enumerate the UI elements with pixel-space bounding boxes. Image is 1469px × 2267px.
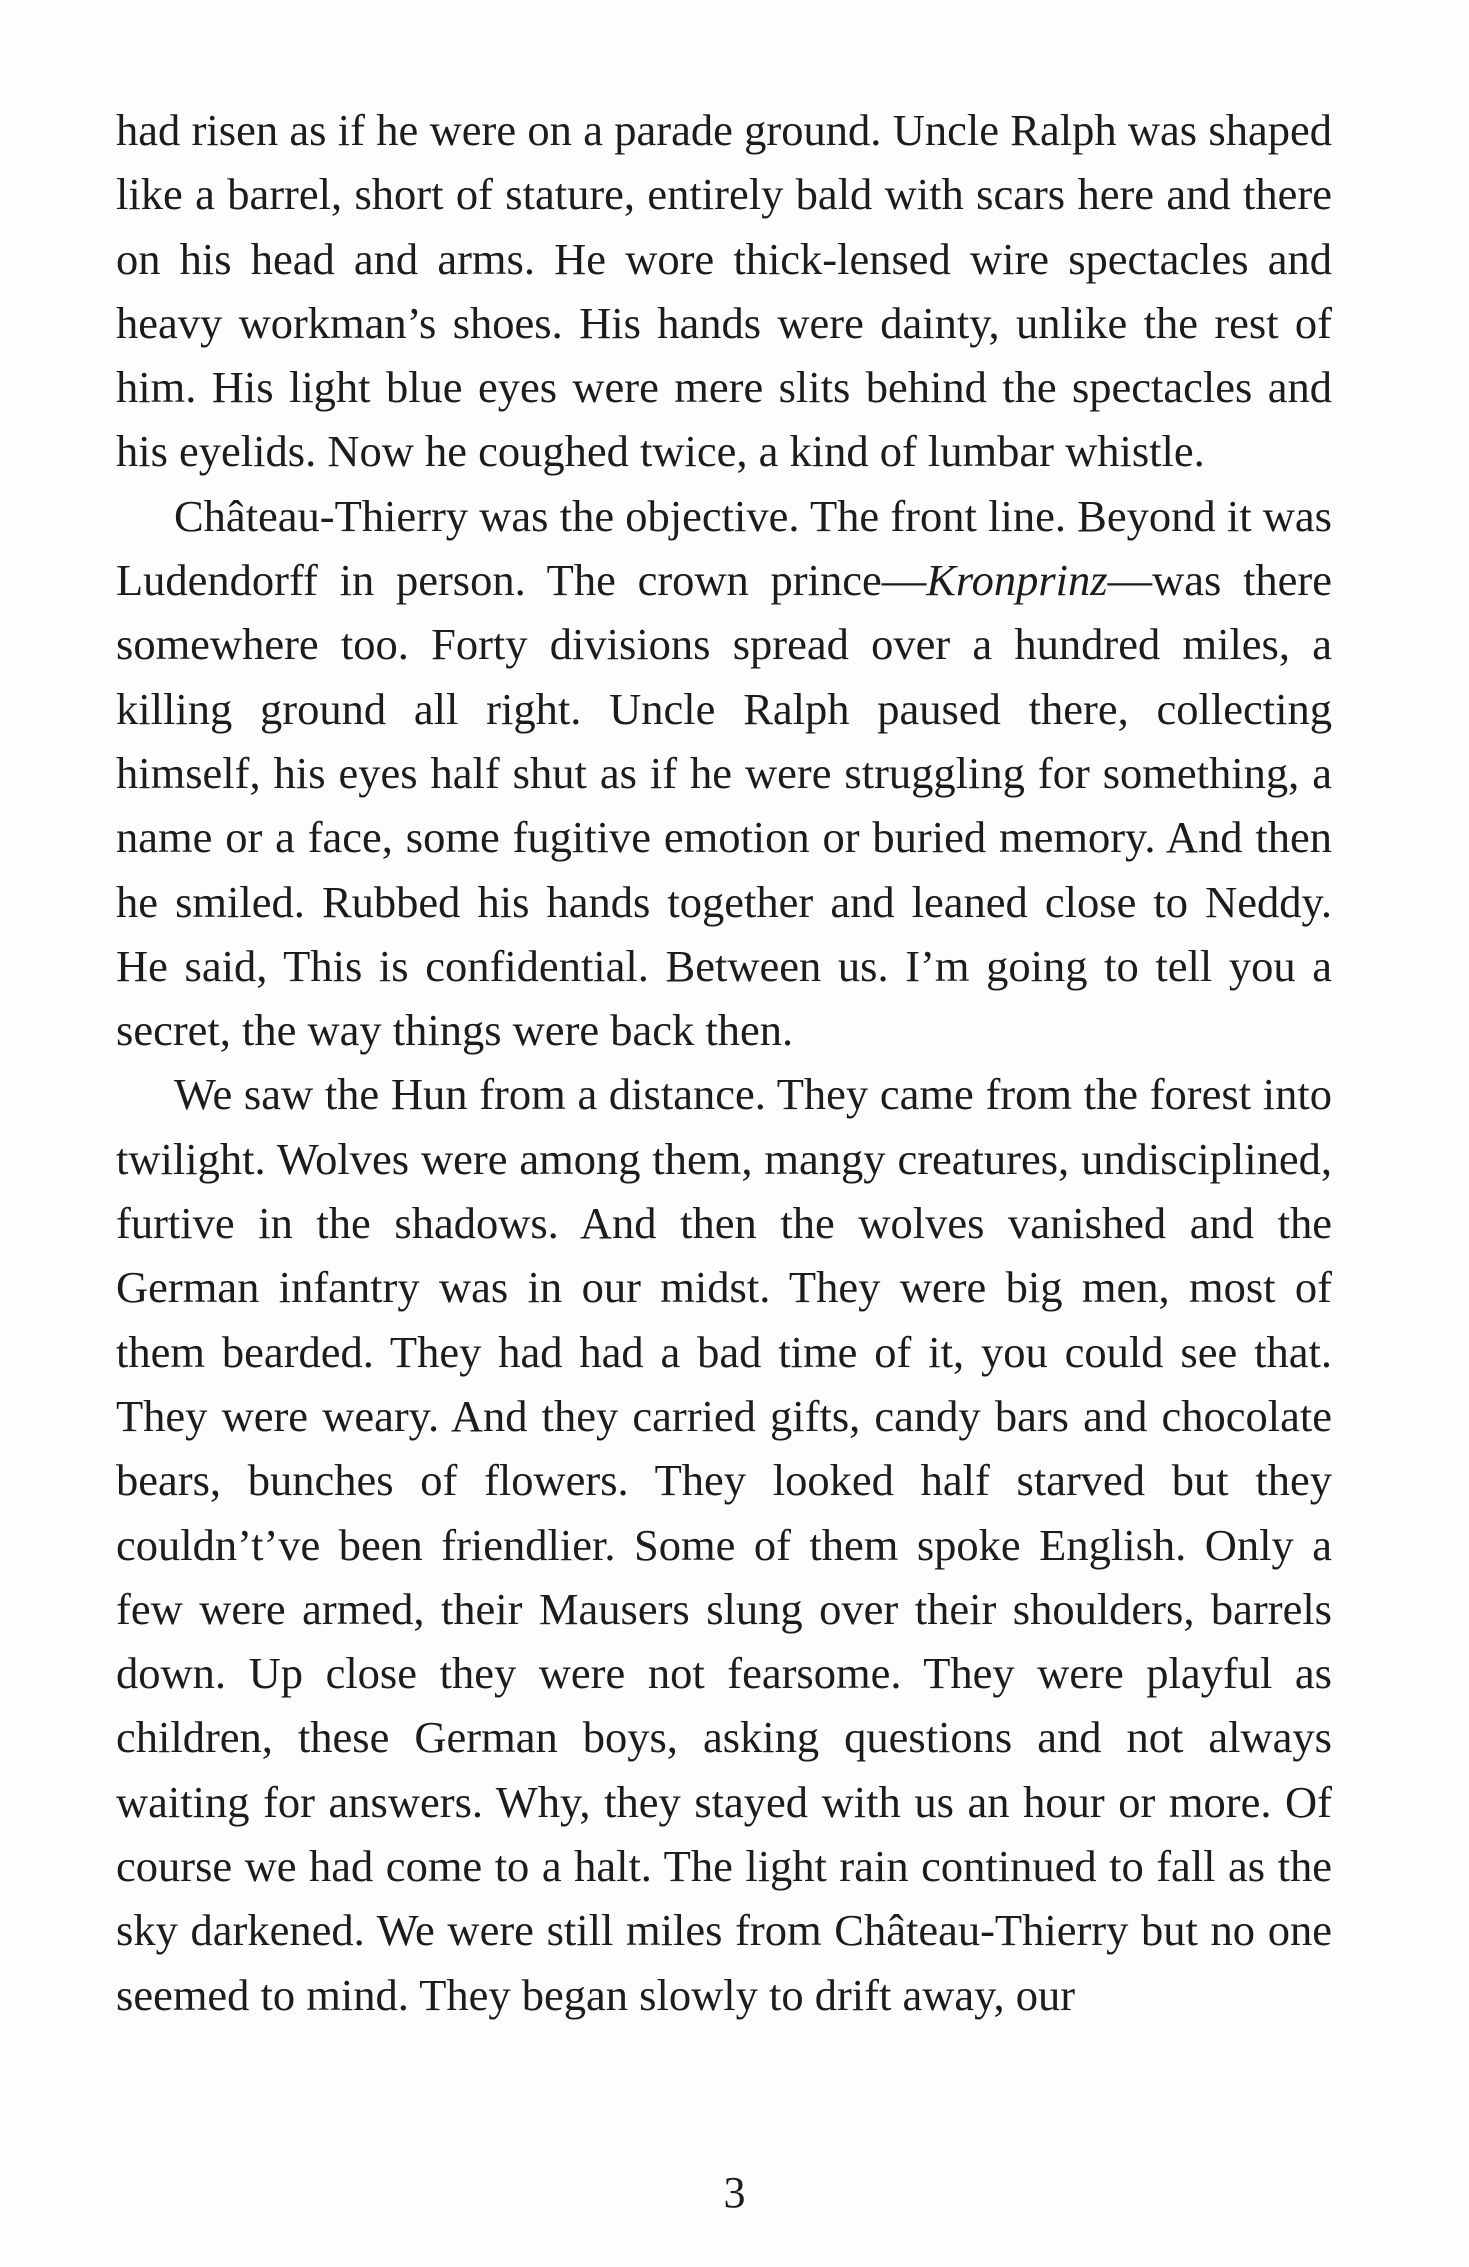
body-text bbox=[116, 98, 1332, 2027]
paragraph-1 bbox=[116, 98, 1332, 484]
paragraph-2 bbox=[116, 484, 1332, 1063]
paragraph-3 bbox=[116, 1062, 1332, 2026]
paragraph-2-text-a: Château-Thierry was the objective. The front line. Beyond it was Ludendorff in person. The crown prince— bbox=[116, 490, 1332, 606]
paragraph-3-text: We saw the Hun from a distance. They came from the forest into twilight. Wolves were among them, mangy creatures, undisciplined, furtive in the shadows. And then the wolves vanished and the German infantry was in our midst. They were big men, most of them bearded. They had had a bad time of it, you could see that. They were weary. And they carried gifts, candy bars and chocolate bears, bunches of flowers. They looked half starved but they couldn’t’ve been friendlier. Some of them spoke English. Only a few were armed, their Mausers slung over their shoulders, barrels down. Up close they were not fearsome. They were playful as children, these German boys, asking questions and not always waiting for answers. Why, they stayed with us an hour or more. Of course we had come to a halt. The light rain continued to fall as the sky darkened. We were still miles from Château-Thierry but no one seemed to mind. They began slowly to drift away, our bbox=[116, 1069, 1332, 2020]
paragraph-1-text: had risen as if he were on a parade ground. Uncle Ralph was shaped like a barrel, short of stature, entirely bald with scars here and there on his head and arms. He wore thick-lensed wire spectacles and heavy workman’s shoes. His hands were dainty, unlike the rest of him. His light blue eyes were mere slits behind the spectacles and his eyelids. Now he coughed twice, a kind of lumbar whistle. bbox=[116, 105, 1332, 477]
paragraph-2-text-b: —was there somewhere too. Forty divisions spread over a hundred miles, a killing ground all right. Uncle Ralph paused there, collecting himself, his eyes half shut as if he were struggling for something, a name or a face, some fugitive emotion or buried memory. And then he smiled. Rubbed his hands together and leaned close to Neddy. He said, This is confidential. Between us. I’m going to tell you a secret, the way things were back then. bbox=[116, 555, 1333, 1056]
kronprinz-italic: Kronprinz bbox=[926, 555, 1108, 606]
page-number: 3 bbox=[723, 2168, 746, 2217]
